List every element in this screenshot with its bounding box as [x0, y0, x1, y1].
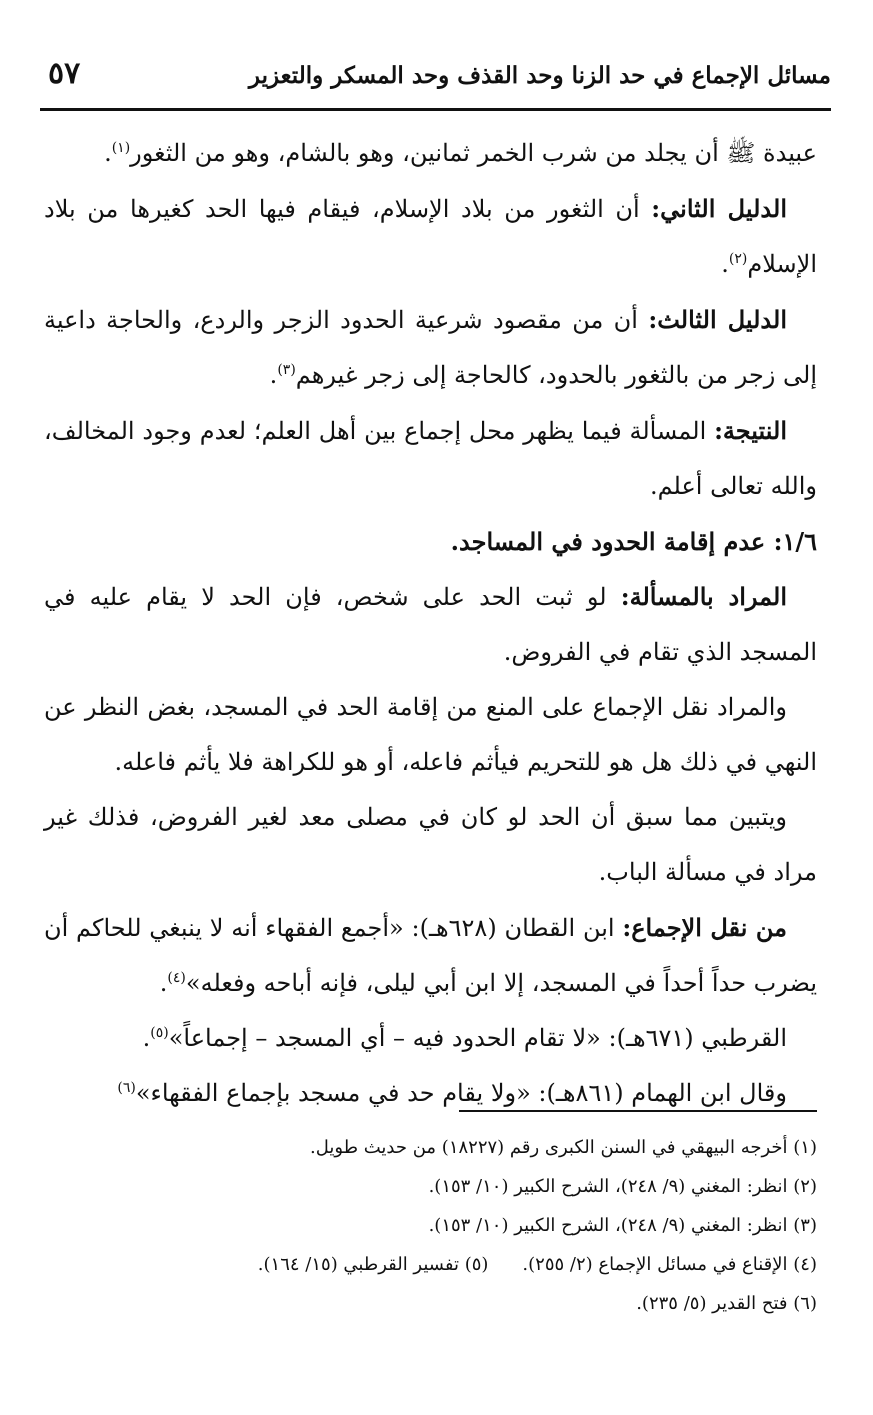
paragraph-text: القرطبي (٦٧١هـ): «لا تقام الحدود فيه – أي المسجد – إجماعاً» [168, 1024, 787, 1052]
paragraph-meaning [44, 569, 817, 680]
paragraph-text: المسألة فيما يظهر محل إجماع بين أهل العلم؛ لعدم وجود المخالف، والله تعالى أعلم. [44, 417, 817, 500]
paragraph-result [44, 403, 817, 514]
footnote-3: (٣) انظر: المغني (٩/ ٢٤٨)، الشرح الكبير (١٠/ ١٥٣). [428, 1215, 817, 1236]
paragraph-text: لو ثبت الحد على شخص، فإن الحد لا يقام عليه في المسجد الذي تقام في الفروض. [44, 583, 817, 666]
page-number: ٥٧ [48, 56, 81, 91]
paragraph-transmitters: من نقل الإجماع: ابن القطان (٦٢٨هـ): «أجمع الفقهاء أنه لا ينبغي للحاكم أن يضرب حداً أحداً في المسجد، إلا ابن أبي ليلى، فإنه أباحه وفعله»$^{(٤)}$. [44, 913, 817, 997]
footnote-row-4-5 [44, 1245, 817, 1284]
footnote-ref[interactable]: (٦) [117, 1080, 136, 1096]
header-rule [40, 108, 831, 111]
paragraph-label: من نقل الإجماع: [622, 913, 787, 942]
paragraph-text: أن من مقصود شرعية الحدود الزجر والردع، والحاجة داعية إلى زجر من بالثغور بالحدود، كالحاجة إلى زجر غيرهم [44, 306, 817, 389]
paragraph-text: وقال ابن الهمام (٨٦١هـ): «ولا يقام حد في مسجد بإجماع الفقهاء» [135, 1079, 787, 1107]
paragraph-third-evidence: الدليل الثالث: أن من مقصود شرعية الحدود الزجر والردع، والحاجة داعية إلى زجر من بالثغور بالحدود، كالحاجة إلى زجر غيرهم$^{(٣)}$. [44, 305, 817, 389]
paragraph-label: الدليل الثالث: [648, 305, 788, 334]
footnote-ref[interactable]: (٤) [167, 970, 186, 986]
footnote-6: (٦) فتح القدير (٥/ ٢٣٥). [636, 1293, 817, 1314]
paragraph-second-evidence: الدليل الثاني: أن الثغور من بلاد الإسلام، فيقام فيها الحد كغيرها من بلاد الإسلام$^{(٢)}$. [44, 194, 817, 278]
section-heading: ١/٦: عدم إقامة الحدود في المساجد. [450, 527, 817, 556]
paragraph-ibn-alhumam [44, 1066, 817, 1121]
footnote-1: (١) أخرجه البيهقي في السنن الكبرى رقم (١٨٢٢٧) من حديث طويل. [310, 1137, 817, 1158]
paragraph-label: الدليل الثاني: [651, 194, 787, 223]
footnote-ref[interactable]: (٢) [728, 251, 748, 267]
footnote-rule [459, 1110, 817, 1112]
footnote-ref[interactable]: (١) [111, 140, 131, 156]
footnote-4: (٤) الإقناع في مسائل الإجماع (٢/ ٢٥٥). [522, 1254, 817, 1275]
footnote-ref[interactable]: (٣) [277, 362, 296, 378]
paragraph-consensus-meaning: والمراد نقل الإجماع على المنع من إقامة الحد في المسجد، بغض النظر عن النهي في ذلك هل هو للتحريم فيأثم فاعله، أو هو للكراهة فلا يأثم فاعله. [44, 693, 817, 776]
paragraph-text: أن الثغور من بلاد الإسلام، فيقام فيها الحد كغيرها من بلاد الإسلام [44, 195, 817, 278]
footnote-2: (٢) انظر: المغني (٩/ ٢٤٨)، الشرح الكبير (١٠/ ١٥٣). [428, 1176, 817, 1197]
paragraph-qurtubi: القرطبي (٦٧١هـ): «لا تقام الحدود فيه – أي المسجد – إجماعاً»$^{(٥)}$. [142, 1024, 787, 1052]
paragraph-clarification: ويتبين مما سبق أن الحد لو كان في مصلى معد لغير الفروض، فذلك غير مراد في مسألة الباب. [44, 803, 817, 886]
main-text [44, 126, 817, 1121]
paragraph-label: النتيجة: [714, 416, 787, 445]
footnote-ref[interactable]: (٥) [150, 1025, 169, 1041]
running-header [40, 52, 831, 106]
footnote-5: (٥) تفسير القرطبي (١٥/ ١٦٤). [257, 1254, 489, 1275]
paragraph-label: المراد بالمسألة: [620, 582, 788, 611]
paragraph-text: ابن القطان (٦٢٨هـ): «أجمع الفقهاء أنه لا ينبغي للحاكم أن يضرب حداً أحداً في المسجد، إلا ابن أبي ليلى، فإنه أباحه وفعله» [44, 914, 817, 997]
running-title: مسائل الإجماع في حد الزنا وحد القذف وحد المسكر والتعزير [248, 62, 831, 89]
paragraph-text: عبيدة ﷺ أن يجلد من شرب الخمر ثمانين، وهو بالشام، وهو من الثغور [130, 139, 817, 167]
paragraph-continuation: عبيدة ﷺ أن يجلد من شرب الخمر ثمانين، وهو بالشام، وهو من الثغور$^{(١)}$. [104, 139, 817, 167]
footnotes [44, 1128, 817, 1323]
